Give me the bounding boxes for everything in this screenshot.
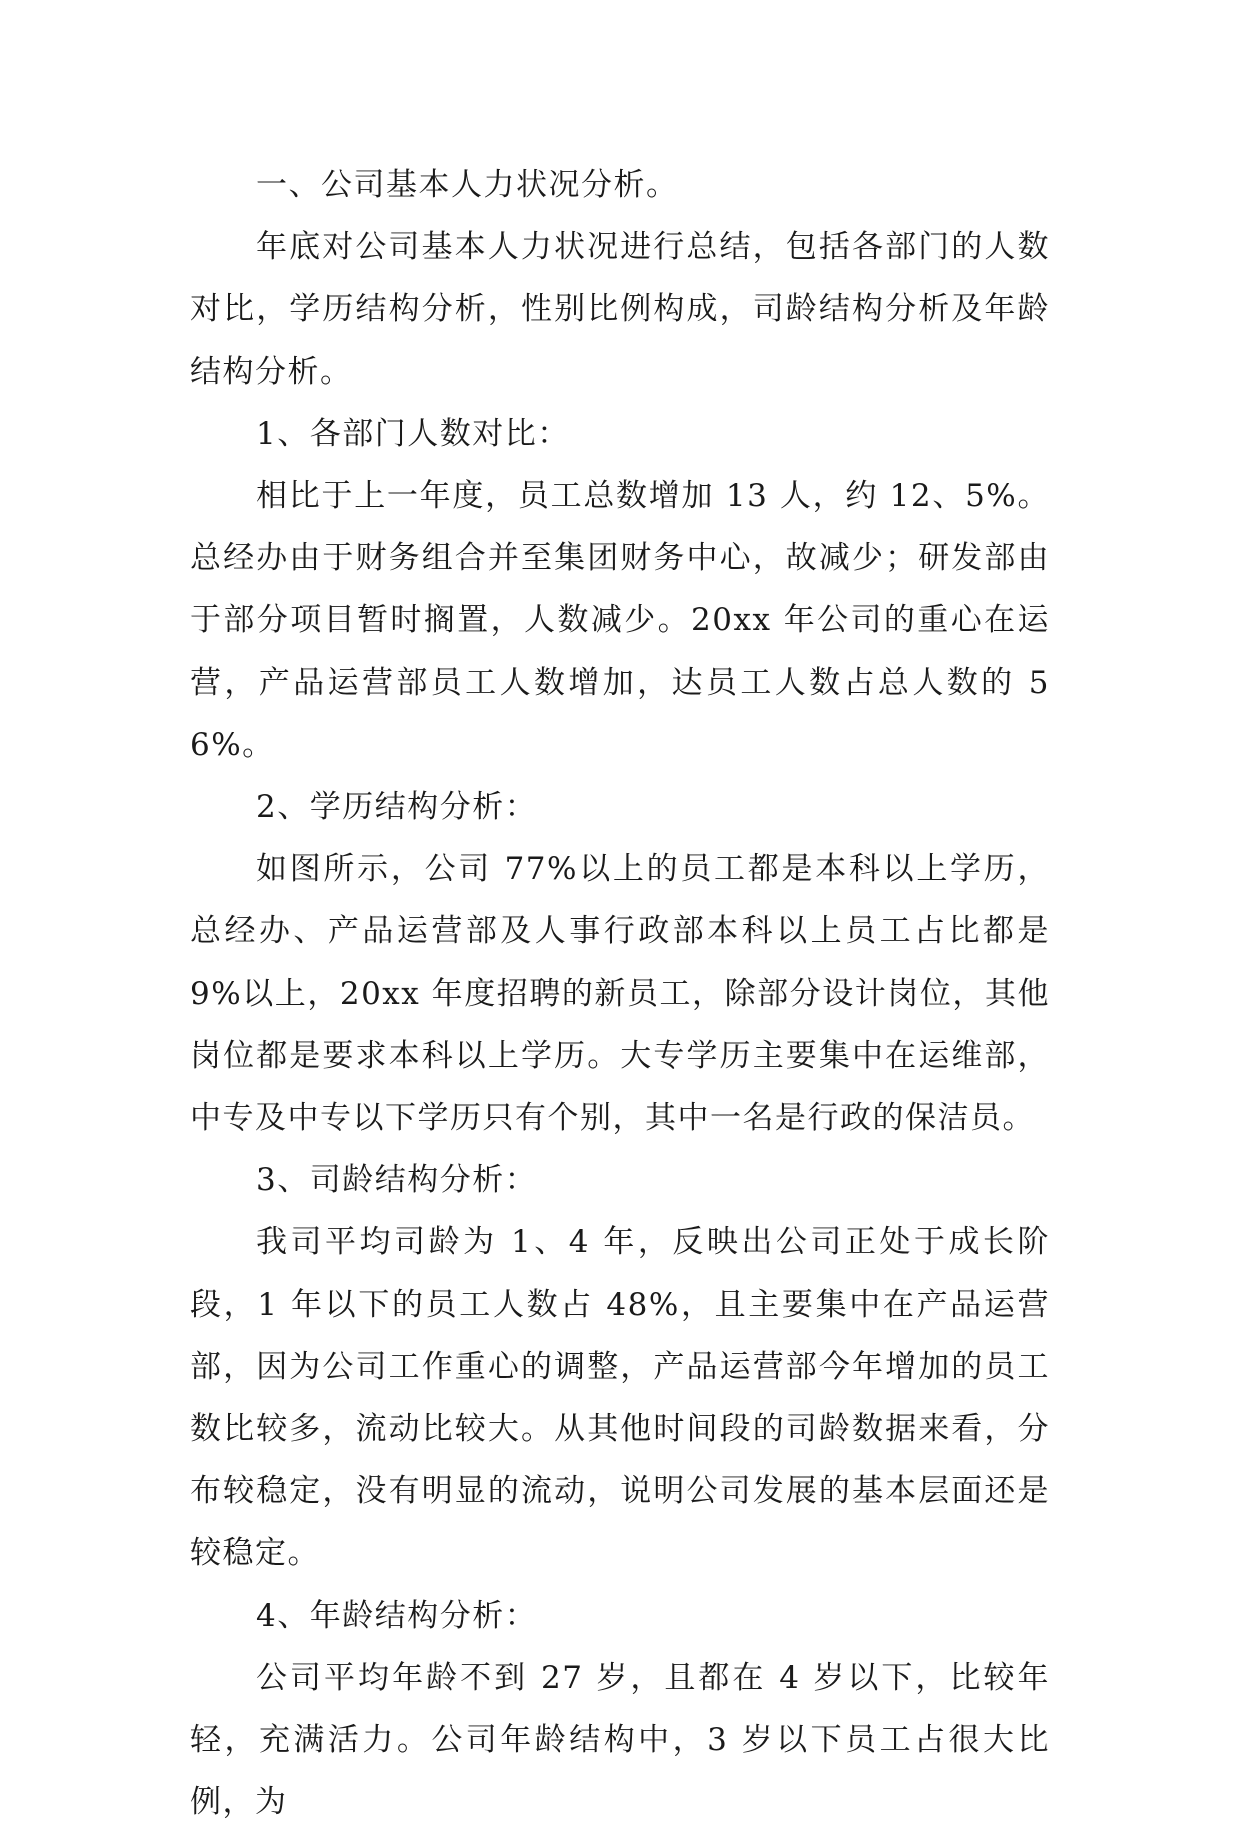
document-body [190,154,1050,1833]
paragraph-age-structure: 公司平均年龄不到 27 岁，且都在 4 岁以下，比较年轻，充满活力。公司年龄结构中，3 岁以下员工占很大比例，为 [190,1659,1050,1821]
section-heading-overview: 一、公司基本人力状况分析。 [256,167,679,203]
subheading-age-structure: 4、年龄结构分析： [256,1597,538,1634]
subheading-tenure-structure: 3、司龄结构分析： [256,1162,538,1199]
subheading-department-comparison: 1、各部门人数对比： [256,415,570,452]
paragraph-education-structure: 如图所示，公司 77%以上的员工都是本科以上学历，总经办、产品运营部及人事行政部本科以上员工占比都是 9%以上，20xx 年度招聘的新员工，除部分设计岗位，其他岗位都是要求本科以上学历。大专学历主要集中在运维部，中专及中专以下学历只有个别，其中一名是行政的保洁员。 [190,851,1050,1137]
paragraph-department-comparison: 相比于上一年度，员工总数增加 13 人，约 12、5%。总经办由于财务组合并至集团财务中心，故减少；研发部由于部分项目暂时搁置，人数减少。20xx 年公司的重心在运营，产品运营部员工人数增加，达员工人数占总人数的 56%。 [190,478,1050,763]
paragraph-tenure-structure: 我司平均司龄为 1、4 年，反映出公司正处于成长阶段，1 年以下的员工人数占 48%，且主要集中在产品运营部，因为公司工作重心的调整，产品运营部今年增加的员工数比较多，流动比较大。从其他时间段的司龄数据来看，分布较稳定，没有明显的流动，说明公司发展的基本层面还是较稳定。 [190,1224,1050,1572]
subheading-education-structure: 2、学历结构分析： [256,789,538,826]
paragraph-overview: 年底对公司基本人力状况进行总结，包括各部门的人数对比，学历结构分析，性别比例构成，司龄结构分析及年龄结构分析。 [190,229,1050,390]
